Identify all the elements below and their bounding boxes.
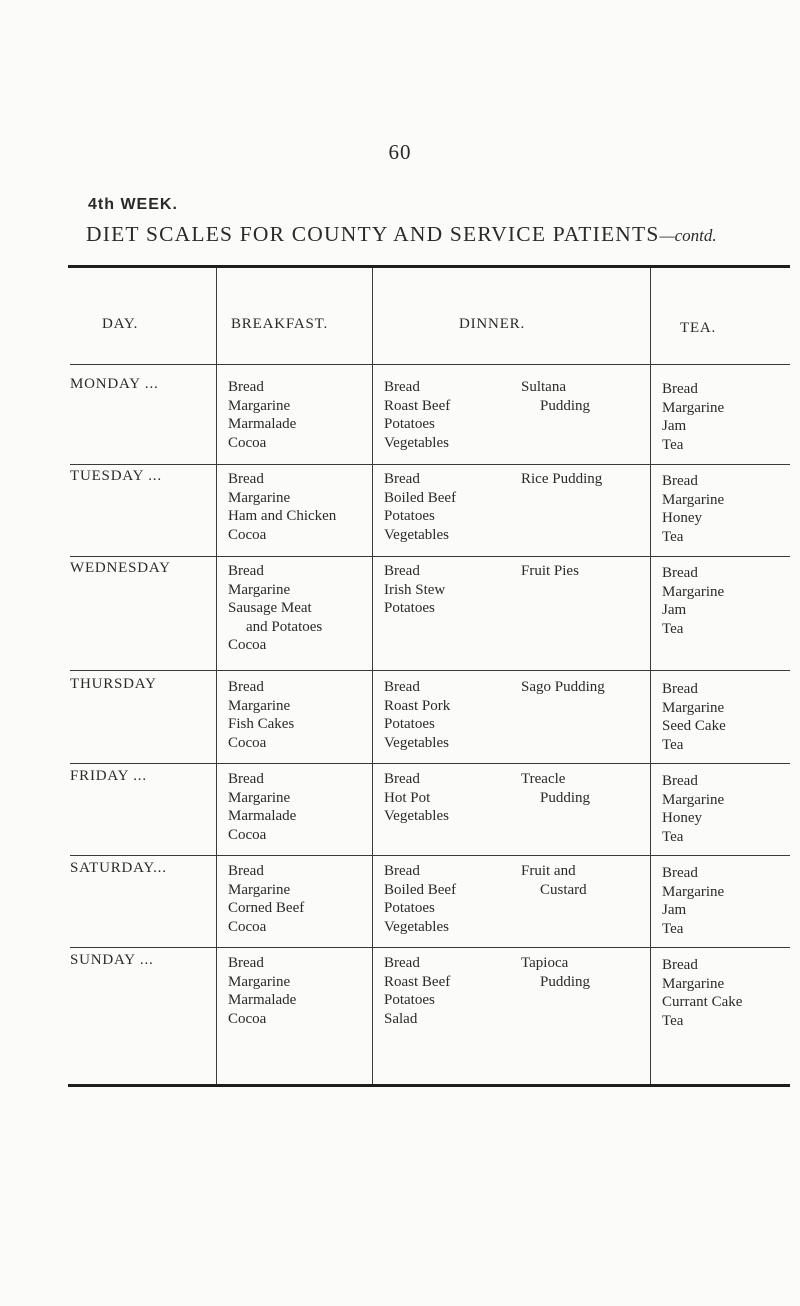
menu-item: Vegetables [384,526,449,543]
day-label: THURSDAY [70,676,157,692]
menu-item: Bread [228,563,264,579]
menu-item: Tea [662,1012,684,1029]
menu-item: Margarine [662,699,725,716]
pudding-item: Pudding [540,397,591,414]
menu-item: Marmalade [228,416,297,432]
menu-item: Potatoes [384,900,435,916]
menu-item: Jam [662,602,687,618]
menu-item: Margarine [228,581,291,598]
menu-item: Margarine [662,791,725,808]
menu-item: Bread [662,381,698,397]
breakfast-cell [228,770,296,844]
breakfast-cell [228,378,296,452]
menu-item: Tea [662,436,684,453]
menu-item: Ham and Chicken [228,508,337,524]
menu-item: Bread [228,379,264,395]
menu-item: Margarine [228,397,291,414]
row-separator [70,855,790,856]
menu-item: Potatoes [384,416,435,432]
menu-item: Bread [384,679,420,695]
menu-item: Bread [662,865,698,881]
menu-item: Bread [662,957,698,973]
pudding-cell [521,378,590,415]
tea-cell [662,472,724,546]
menu-item: Cocoa [228,826,267,843]
table-bottom-rule [68,1084,790,1087]
page-title [86,222,717,247]
menu-item: Margarine [228,973,291,990]
menu-item: Vegetables [384,918,449,935]
menu-item: Bread [384,771,420,787]
dinner-cell [384,378,450,452]
menu-item: Tea [662,620,684,637]
menu-item: Tea [662,828,684,845]
menu-item: and Potatoes [246,618,323,635]
menu-item: Bread [384,471,420,487]
menu-item: Potatoes [384,716,435,732]
title-contd: —contd. [659,226,717,245]
header-tea: TEA. [680,320,717,336]
menu-item: Vegetables [384,734,449,751]
pudding-cell [521,562,579,581]
pudding-cell [521,954,590,991]
pudding-item: Rice Pudding [521,471,603,487]
menu-item: Tea [662,920,684,937]
menu-item: Bread [228,471,264,487]
menu-item: Cocoa [228,918,267,935]
row-separator [70,464,790,465]
title-text: DIET SCALES FOR COUNTY AND SERVICE PATIENTS [86,222,660,246]
pudding-item: Custard [540,881,587,898]
menu-item: Roast Pork [384,697,451,714]
menu-item: Bread [662,565,698,581]
menu-item: Margarine [228,789,291,806]
pudding-item: Treacle [521,771,566,787]
menu-item: Bread [662,681,698,697]
pudding-item: Pudding [540,973,591,990]
dinner-cell [384,770,449,826]
header-breakfast: BREAKFAST. [231,316,329,332]
breakfast-cell [228,562,322,655]
header-dinner: DINNER. [459,316,526,332]
menu-item: Seed Cake [662,718,726,734]
day-label: MONDAY ... [70,376,159,392]
menu-item: Tea [662,736,684,753]
menu-item: Bread [662,773,698,789]
menu-item: Cocoa [228,734,267,751]
menu-item: Margarine [662,399,725,416]
menu-item: Marmalade [228,992,297,1008]
menu-item: Potatoes [384,600,435,616]
column-divider-2 [372,268,373,1084]
dinner-cell [384,678,450,752]
menu-item: Boiled Beef [384,881,457,898]
menu-item: Vegetables [384,808,449,824]
dinner-cell [384,562,445,618]
menu-item: Corned Beef [228,900,305,916]
pudding-item: Fruit and [521,863,576,879]
menu-item: Salad [384,1010,418,1027]
menu-item: Fish Cakes [228,716,295,732]
menu-item: Margarine [662,583,725,600]
day-label: WEDNESDAY [70,560,171,576]
menu-item: Margarine [662,883,725,900]
menu-item: Bread [228,679,264,695]
row-separator [70,556,790,557]
menu-item: Margarine [228,881,291,898]
menu-item: Bread [384,863,420,879]
column-divider-3 [650,268,651,1084]
menu-item: Hot Pot [384,789,431,806]
menu-item: Roast Beef [384,973,451,990]
menu-item: Margarine [228,489,291,506]
menu-item: Bread [384,563,420,579]
breakfast-cell [228,954,296,1028]
menu-item: Bread [228,863,264,879]
table-top-rule [68,265,790,268]
breakfast-cell [228,470,336,544]
week-heading: 4th WEEK. [88,196,178,213]
pudding-item: Fruit Pies [521,563,579,579]
menu-item: Margarine [662,491,725,508]
tea-cell [662,956,742,1030]
dinner-cell [384,954,450,1028]
breakfast-cell [228,678,294,752]
menu-item: Cocoa [228,1010,267,1027]
tea-cell [662,864,724,938]
pudding-cell [521,470,602,489]
pudding-cell [521,770,590,807]
dinner-cell [384,862,456,936]
menu-item: Margarine [662,975,725,992]
pudding-item: Pudding [540,789,591,806]
menu-item: Cocoa [228,526,267,543]
header-day: DAY. [102,316,139,332]
pudding-item: Tapioca [521,955,569,971]
menu-item: Cocoa [228,434,267,451]
menu-item: Margarine [228,697,291,714]
tea-cell [662,680,726,754]
breakfast-cell [228,862,304,936]
menu-item: Bread [384,379,420,395]
tea-cell [662,380,724,454]
menu-item: Potatoes [384,508,435,524]
menu-item: Bread [662,473,698,489]
tea-cell [662,772,724,846]
menu-item: Roast Beef [384,397,451,414]
row-separator [70,364,790,365]
menu-item: Currant Cake [662,994,743,1010]
column-divider-1 [216,268,217,1084]
menu-item: Honey [662,510,702,526]
menu-item: Vegetables [384,434,449,451]
row-separator [70,947,790,948]
menu-item: Jam [662,418,687,434]
menu-item: Potatoes [384,992,435,1008]
menu-item: Cocoa [228,637,267,653]
dinner-cell [384,470,456,544]
menu-item: Boiled Beef [384,489,457,506]
pudding-cell [521,862,587,899]
day-label: SATURDAY... [70,860,167,876]
menu-item: Sausage Meat [228,600,312,616]
pudding-cell [521,678,605,697]
pudding-item: Sultana [521,379,566,395]
menu-item: Bread [228,771,264,787]
page-number: 60 [388,140,412,164]
tea-cell [662,564,724,638]
menu-item: Jam [662,902,687,918]
menu-item: Bread [384,955,420,971]
day-label: TUESDAY ... [70,468,162,484]
row-separator [70,670,790,671]
row-separator [70,763,790,764]
day-label: SUNDAY ... [70,952,154,968]
menu-item: Irish Stew [384,581,446,598]
menu-item: Bread [228,955,264,971]
pudding-item: Sago Pudding [521,679,605,695]
day-label: FRIDAY ... [70,768,147,784]
menu-item: Tea [662,528,684,545]
menu-item: Honey [662,810,702,826]
menu-item: Marmalade [228,808,297,824]
